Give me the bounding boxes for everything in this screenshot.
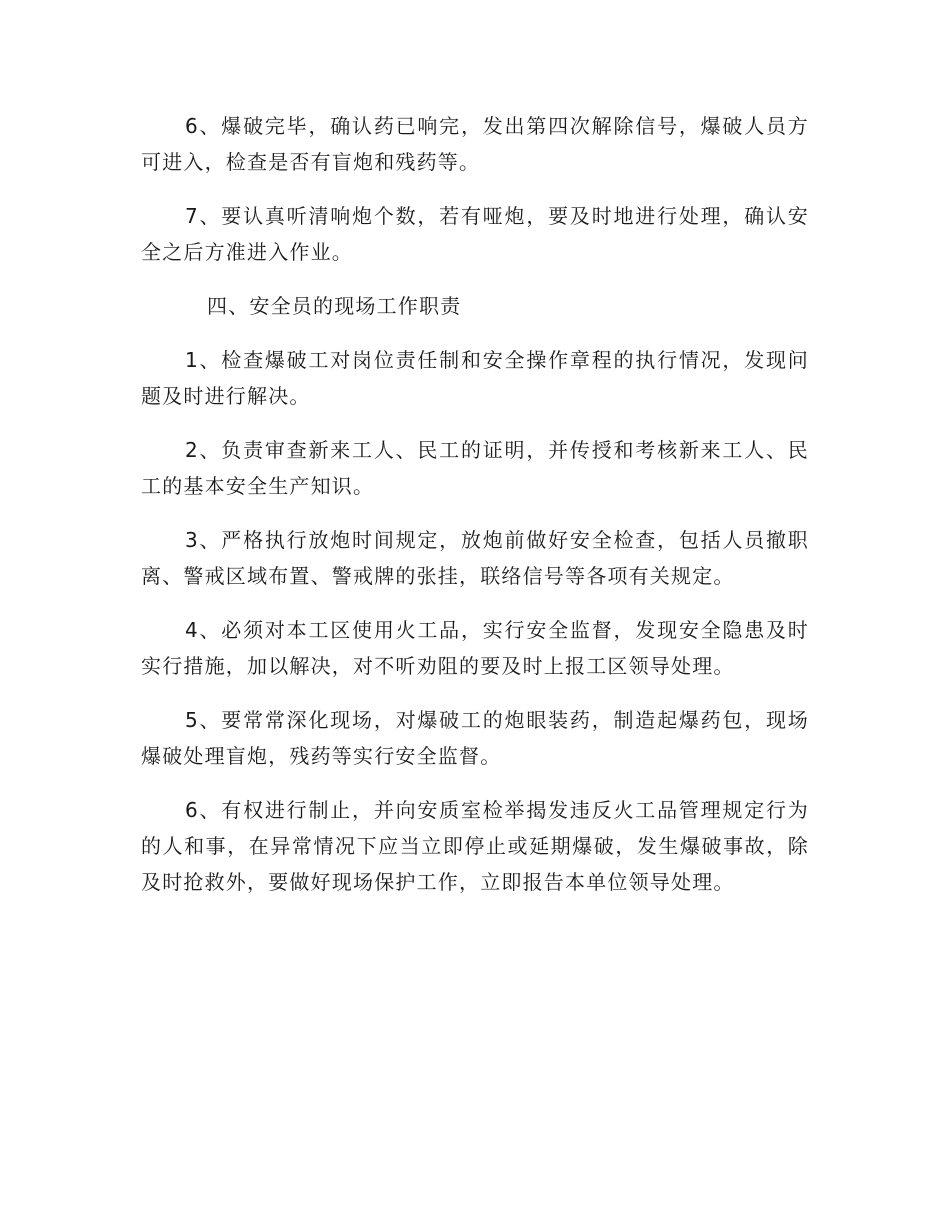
paragraph-duty-5: 5、要常常深化现场，对爆破工的炮眼装药，制造起爆药包，现场爆破处理盲炮，残药等实行安全监督。 — [141, 708, 809, 768]
paragraph-misfire-check: 7、要认真听清响炮个数，若有哑炮，要及时地进行处理，确认安全之后方准进入作业。 — [141, 204, 809, 264]
paragraph-duty-3: 3、严格执行放炮时间规定，放炮前做好安全检查，包括人员撤职离、警戒区域布置、警戒牌的张挂，联络信号等各项有关规定。 — [141, 528, 809, 588]
paragraph-blast-completion: 6、爆破完毕，确认药已响完，发出第四次解除信号，爆破人员方可进入，检查是否有盲炮和残药等。 — [141, 114, 809, 174]
paragraph-duty-4: 4、必须对本工区使用火工品，实行安全监督，发现安全隐患及时实行措施，加以解决，对不听劝阻的要及时上报工区领导处理。 — [141, 618, 809, 678]
paragraph-duty-2: 2、负责审查新来工人、民工的证明，并传授和考核新来工人、民工的基本安全生产知识。 — [141, 438, 809, 498]
document-body — [141, 108, 809, 918]
paragraph-duty-6: 6、有权进行制止，并向安质室检举揭发违反火工品管理规定行为的人和事，在异常情况下应当立即停止或延期爆破，发生爆破事故，除及时抢救外，要做好现场保护工作，立即报告本单位领导处理。 — [141, 798, 809, 894]
paragraph-duty-1: 1、检查爆破工对岗位责任制和安全操作章程的执行情况，发现问题及时进行解决。 — [141, 348, 809, 408]
section-heading: 四、安全员的现场工作职责 — [207, 294, 462, 318]
